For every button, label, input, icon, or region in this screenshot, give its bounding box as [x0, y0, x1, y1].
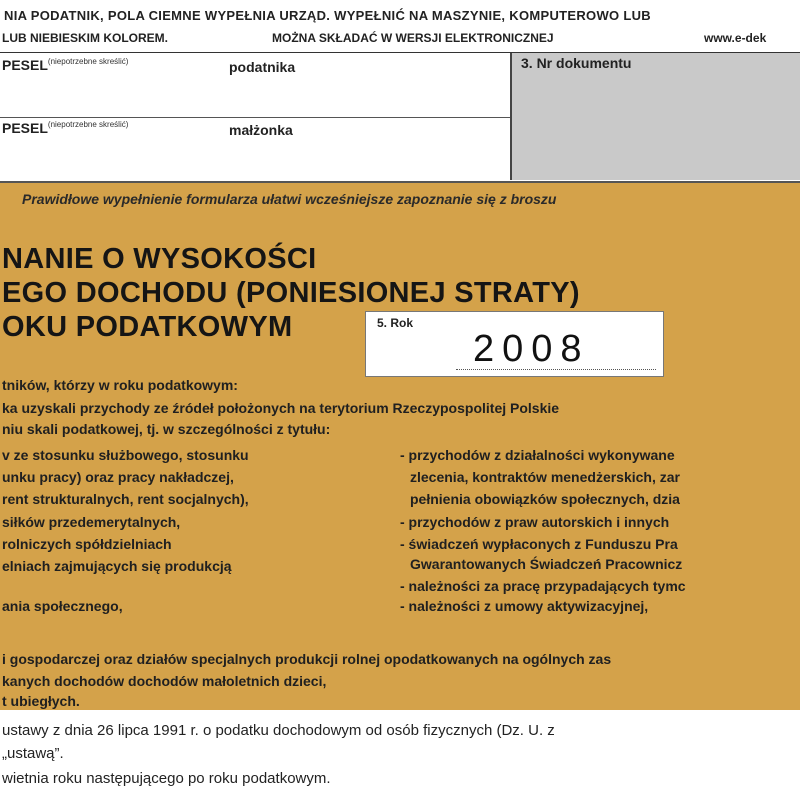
footer-line3: wietnia roku następującego po roku podatkowym.: [2, 770, 331, 787]
year-value: 2008: [473, 328, 590, 370]
form-title-line3: OKU PODATKOWYM: [2, 311, 293, 343]
left-list-item: unku pracy) oraz pracy nakładczej,: [2, 469, 234, 485]
header-color-note: LUB NIEBIESKIM KOLOREM.: [2, 31, 169, 45]
pesel-taxpayer-label: $PESEL^{(niepotrzebne skreślić)}$: [2, 57, 129, 73]
left-list-item: v ze stosunku służbowego, stosunku: [2, 447, 249, 463]
header-electronic-note: MOŻNA SKŁADAĆ W WERSJI ELEKTRONICZNEJ: [272, 31, 554, 45]
right-list-item: zlecenia, kontraktów menedżerskich, zar: [410, 469, 680, 485]
body-intro-line2: ka uzyskali przychody ze źródeł położonych na terytorium Rzeczypospolitej Polskie: [2, 400, 560, 416]
body-closing-line2: kanych dochodów dochodów małoletnich dzieci,: [2, 673, 327, 689]
header-instructions: NIA PODATNIK, POLA CIEMNE WYPEŁNIA URZĄD. WYPEŁNIĆ NA MASZYNIE, KOMPUTEROWO LUB: [4, 8, 651, 23]
left-list-item: rolniczych spółdzielniach: [2, 536, 172, 552]
right-list-item: Gwarantowanych Świadczeń Pracownicz: [410, 556, 683, 572]
body-intro-line3: niu skali podatkowej, tj. w szczególności z tytułu:: [2, 421, 331, 437]
body-closing-line1: i gospodarczej oraz działów specjalnych produkcji rolnej opodatkowanych na ogólnych zas: [2, 651, 612, 667]
taxpayer-label: podatnika: [229, 59, 296, 75]
right-list-item: - należności za pracę przypadających tymc: [400, 578, 686, 594]
right-list-item: - przychodów z działalności wykonywane: [400, 447, 675, 463]
spouse-pesel-field[interactable]: [2, 119, 507, 177]
year-dotted-line: [456, 369, 656, 370]
year-label: 5. Rok: [377, 316, 414, 330]
left-list-item: rent strukturalnych, rent socjalnych),: [2, 491, 249, 507]
pesel-spouse-label: $PESEL^{(niepotrzebne skreślić)}$: [2, 120, 129, 136]
footer-line1: ustawy z dnia 26 lipca 1991 r. o podatku dochodowym od osób fizycznych (Dz. U. z: [2, 722, 555, 739]
right-list-item: - przychodów z praw autorskich i innych: [400, 514, 670, 530]
document-number-label: 3. Nr dokumentu: [521, 55, 632, 71]
header-website: www.e-dek: [704, 31, 767, 45]
office-use-box: [512, 53, 800, 180]
right-list-item: pełnienia obowiązków społecznych, dzia: [410, 491, 680, 507]
body-closing-line3: t ubiegłych.: [2, 693, 80, 709]
left-list-item: elniach zajmujących się produkcją: [2, 558, 232, 574]
form-title-line1: NANIE O WYSOKOŚCI: [2, 243, 317, 275]
footer-line2: „ustawą”.: [2, 745, 64, 762]
body-intro-line1: tników, którzy w roku podatkowym:: [2, 377, 238, 393]
right-list-item: - należności z umowy aktywizacyjnej,: [400, 598, 649, 614]
left-list-item: siłków przedemerytalnych,: [2, 514, 181, 530]
taxpayer-pesel-field[interactable]: [2, 56, 507, 114]
field-divider: [0, 117, 510, 118]
spouse-label: małżonka: [229, 122, 293, 138]
form-title-line2: EGO DOCHODU (PONIESIONEJ STRATY): [2, 277, 580, 309]
right-list-item: - świadczeń wypłaconych z Funduszu Pra: [400, 536, 678, 552]
intro-note: Prawidłowe wypełnienie formularza ułatwi wcześniejsze zapoznanie się z broszu: [22, 191, 557, 207]
left-list-item: ania społecznego,: [2, 598, 123, 614]
